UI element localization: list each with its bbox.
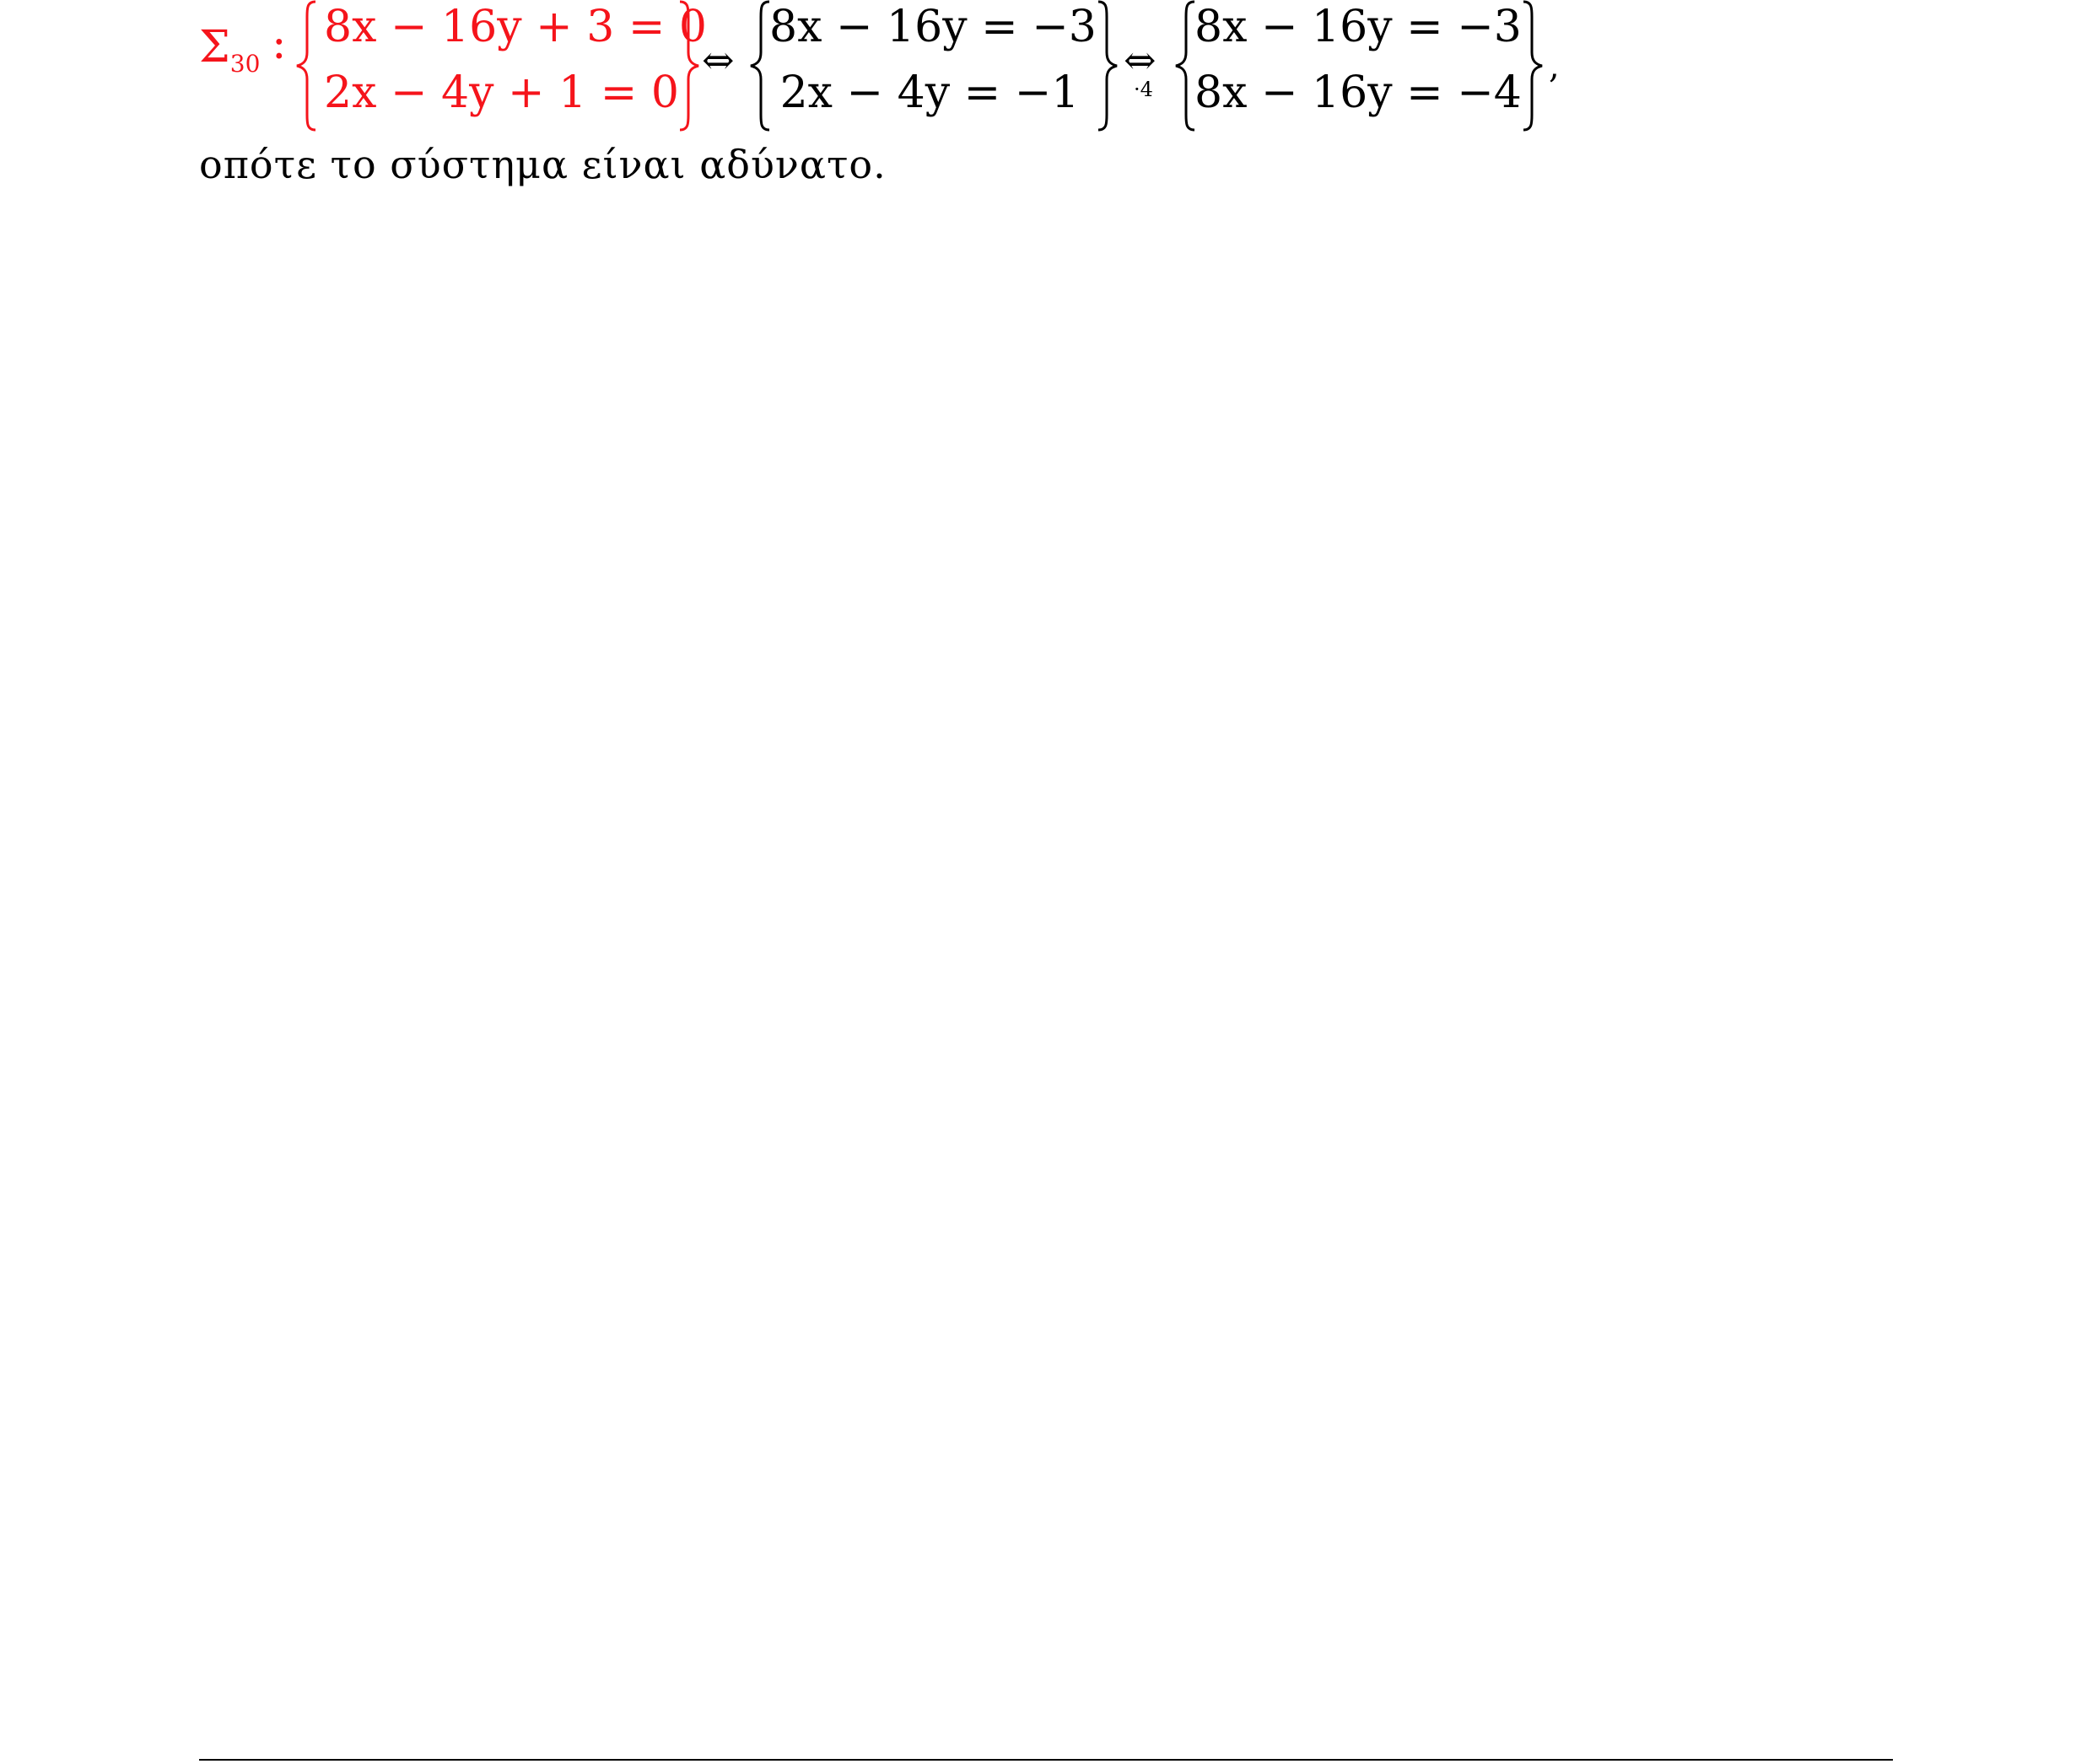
sigma-subscript: 30 bbox=[229, 50, 261, 78]
system-label-colon: : bbox=[272, 19, 287, 69]
sigma-symbol: Σ bbox=[199, 22, 230, 73]
system1-eq1: 8x − 16y + 3 = 0 bbox=[324, 2, 708, 52]
system2-right-brace bbox=[1095, 0, 1120, 135]
system1-eq2: 2x − 4y + 1 = 0 bbox=[324, 67, 679, 118]
multiply-by-4-note: ·4 bbox=[1134, 78, 1153, 101]
system1-right-brace bbox=[677, 0, 702, 135]
equation-systems-row bbox=[199, 0, 1582, 135]
system3-eq1: 8x − 16y = −3 bbox=[1194, 2, 1522, 52]
system2-eq1: 8x − 16y = −3 bbox=[769, 2, 1097, 52]
system2-eq2: 2x − 4y = −1 bbox=[779, 67, 1080, 118]
system3-right-brace bbox=[1520, 0, 1545, 135]
system3-eq2: 8x − 16y = −4 bbox=[1194, 67, 1522, 118]
equivalence-arrow-2: ⇔ bbox=[1124, 37, 1157, 83]
system-label bbox=[199, 22, 260, 78]
footer-rule bbox=[199, 1759, 1893, 1761]
equivalence-arrow-1: ⇔ bbox=[702, 37, 735, 83]
trailing-comma: , bbox=[1549, 47, 1560, 86]
system1-left-brace bbox=[294, 0, 319, 135]
conclusion-text: οπότε το σύστημα είναι αδύνατο. bbox=[199, 142, 887, 187]
